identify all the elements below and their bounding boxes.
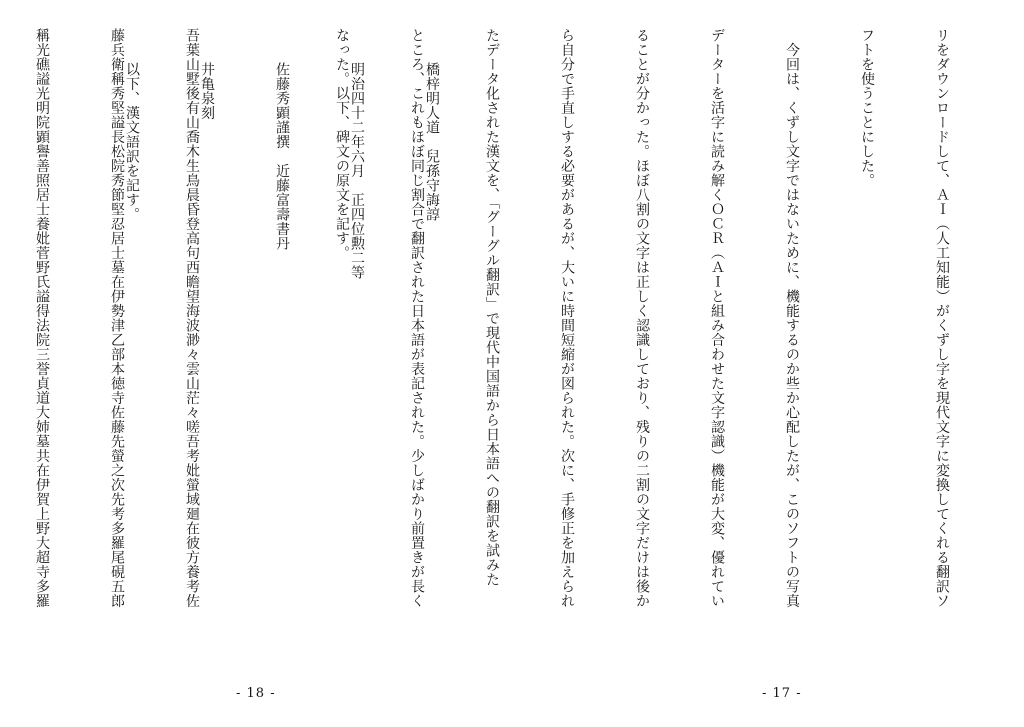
text-column: ところ、これもほぼ同じ割合で翻訳された日本語が表記された。少しばかり前置きが長く — [409, 28, 425, 608]
text-column: 今回は、くずし文字ではないために、機能するのか些か心配したが、このソフトの写真 — [784, 28, 800, 608]
text-column: 明治四十二年六月 正四位勲二等 — [349, 62, 365, 280]
text-column: ら自分で手直しする必要があるが、大いに時間短縮が図られた。次に、手修正を加えられ — [559, 28, 575, 608]
blank-column — [254, 28, 279, 662]
text-column: たデータ化された漢文を、「グーグル翻訳」で現代中国語から日本語への翻訳を試みた — [484, 28, 500, 587]
inscription-column: 藤兵衛稱秀堅謚長松院秀節堅忍居士墓在伊勢津乙部本徳寺佐藤先螢之次先考多羅尾硯五郎 — [109, 28, 125, 608]
text-column: 橋梓明人道 兒孫守誨諄 — [424, 62, 440, 222]
text-column: 佐藤秀顕謹撰 近藤富壽書丹 — [274, 62, 290, 251]
text-column: なった。以下、碑文の原文を記す。 — [334, 28, 350, 260]
text-column: ることが分かった。ほぼ八割の文字は正しく認識しており、残りの二割の文字だけは後か — [634, 28, 650, 608]
text-column: リをダウンロードして、ＡＩ（人工知能）がくずし字を現代文字に変換してくれる翻訳ソ — [934, 28, 950, 608]
inscription-column: 稱光礁謚光明院顕譽善照居士養妣菅野氏謚得法院三誉貞道大姉墓共在伊賀上野大超寺多羅 — [34, 28, 50, 608]
right-page-body — [0, 28, 1004, 662]
text-column: 以下、漢文語訳を記す。 — [124, 62, 140, 222]
page-number: - 18 - — [236, 686, 276, 701]
text-column: フトを使うことにした。 — [859, 28, 875, 188]
text-column: 井亀泉刻 — [199, 62, 215, 120]
inscription-column: 吾葉山墅後有山喬木生鳥晨昏登高句西瞻望海波渺々雲山茫々嗟吾考妣螢域廻在彼方養考佐 — [184, 28, 200, 608]
page-number: - 17 - — [762, 686, 802, 701]
text-column: データーを活字に読み解くＯＣＲ（ＡＩと組み合わせた文字認識）機能が大変、優れてい — [709, 28, 725, 608]
